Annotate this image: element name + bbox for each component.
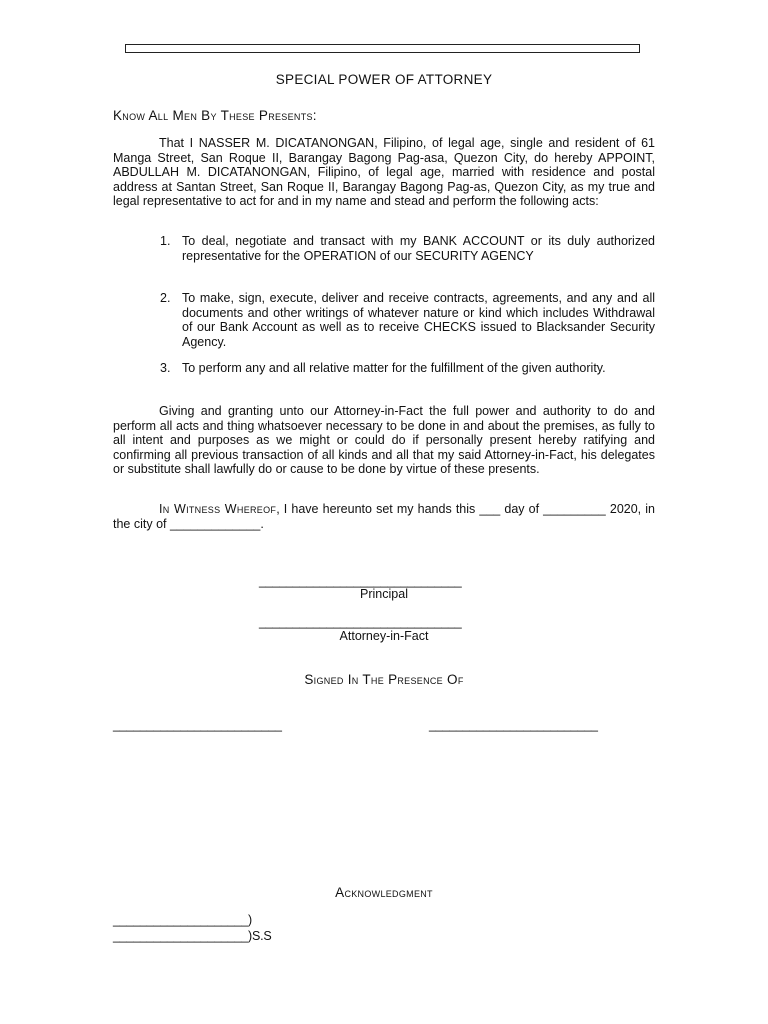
document-title: SPECIAL POWER OF ATTORNEY	[275, 72, 493, 87]
witness-clause-lead: In Witness Whereof	[159, 502, 277, 516]
venue-line-1: ____________________)	[113, 913, 253, 927]
intro-paragraph: That I NASSER M. DICATANONGAN, Filipino, of legal age, single and resident of 61 Manga Street, San Roque II, Barangay Bagong Pag-asa, Quezon City, do hereby APPOINT, ABDULLAH M. DICATANONGAN, Filipino, of legal age, married with residence and postal address at Santan Street, San Roque II, Barangay Bagong Pag-as, Quezon City, as my true and legal representative to act for and in my name and stead and perform the following acts:	[113, 136, 655, 209]
list-item-text: To make, sign, execute, deliver and receive contracts, agreements, and any and all documents and other writings of whatever nature or kind which includes Withdrawal of our Bank Account as well as to receive CHECKS issued to Blacksander Security Agency.	[182, 291, 655, 349]
acknowledgment-heading: Acknowledgment	[335, 885, 433, 900]
list-item	[113, 361, 655, 376]
principal-signature-line: ______________________________	[259, 574, 462, 588]
attorney-label: Attorney-in-Fact	[339, 629, 429, 643]
list-item-number: 1.	[160, 234, 171, 248]
witness-signature-line-1: _________________________	[113, 718, 282, 732]
list-item-text: To perform any and all relative matter for the fulfillment of the given authority.	[182, 361, 606, 375]
principal-label: Principal	[360, 587, 408, 601]
list-item-number: 2.	[160, 291, 171, 305]
presence-heading: Signed In The Presence Of	[304, 672, 464, 687]
witness-clause-text: , I have hereunto set my hands this ___ day of _________ 2020, in the city of _____________.	[113, 502, 655, 531]
witness-clause	[113, 502, 655, 531]
attorney-signature-line: ______________________________	[259, 615, 462, 629]
granting-paragraph: Giving and granting unto our Attorney-in-Fact the full power and authority to do and perform all acts and thing whatsoever necessary to be done in and about the premises, as fully to all intent and purposes as we might or could do if personally present hereby ratifying and confirming all previous transaction of all kinds and all that my said Attorney-in-Fact, his delegates or substitute shall lawfully do or cause to be done by virtue of these presents.	[113, 404, 655, 477]
list-item	[113, 234, 655, 263]
venue-line-2: ____________________)S.S	[113, 929, 272, 943]
salutation-heading: Know All Men By These Presents:	[113, 108, 317, 123]
list-item-text: To deal, negotiate and transact with my BANK ACCOUNT or its duly authorized representative for the OPERATION of our SECURITY AGENCY	[182, 234, 655, 263]
list-item	[113, 291, 655, 349]
witness-signature-line-2: _________________________	[429, 718, 598, 732]
header-rule-box	[125, 44, 640, 53]
list-item-number: 3.	[160, 361, 171, 375]
